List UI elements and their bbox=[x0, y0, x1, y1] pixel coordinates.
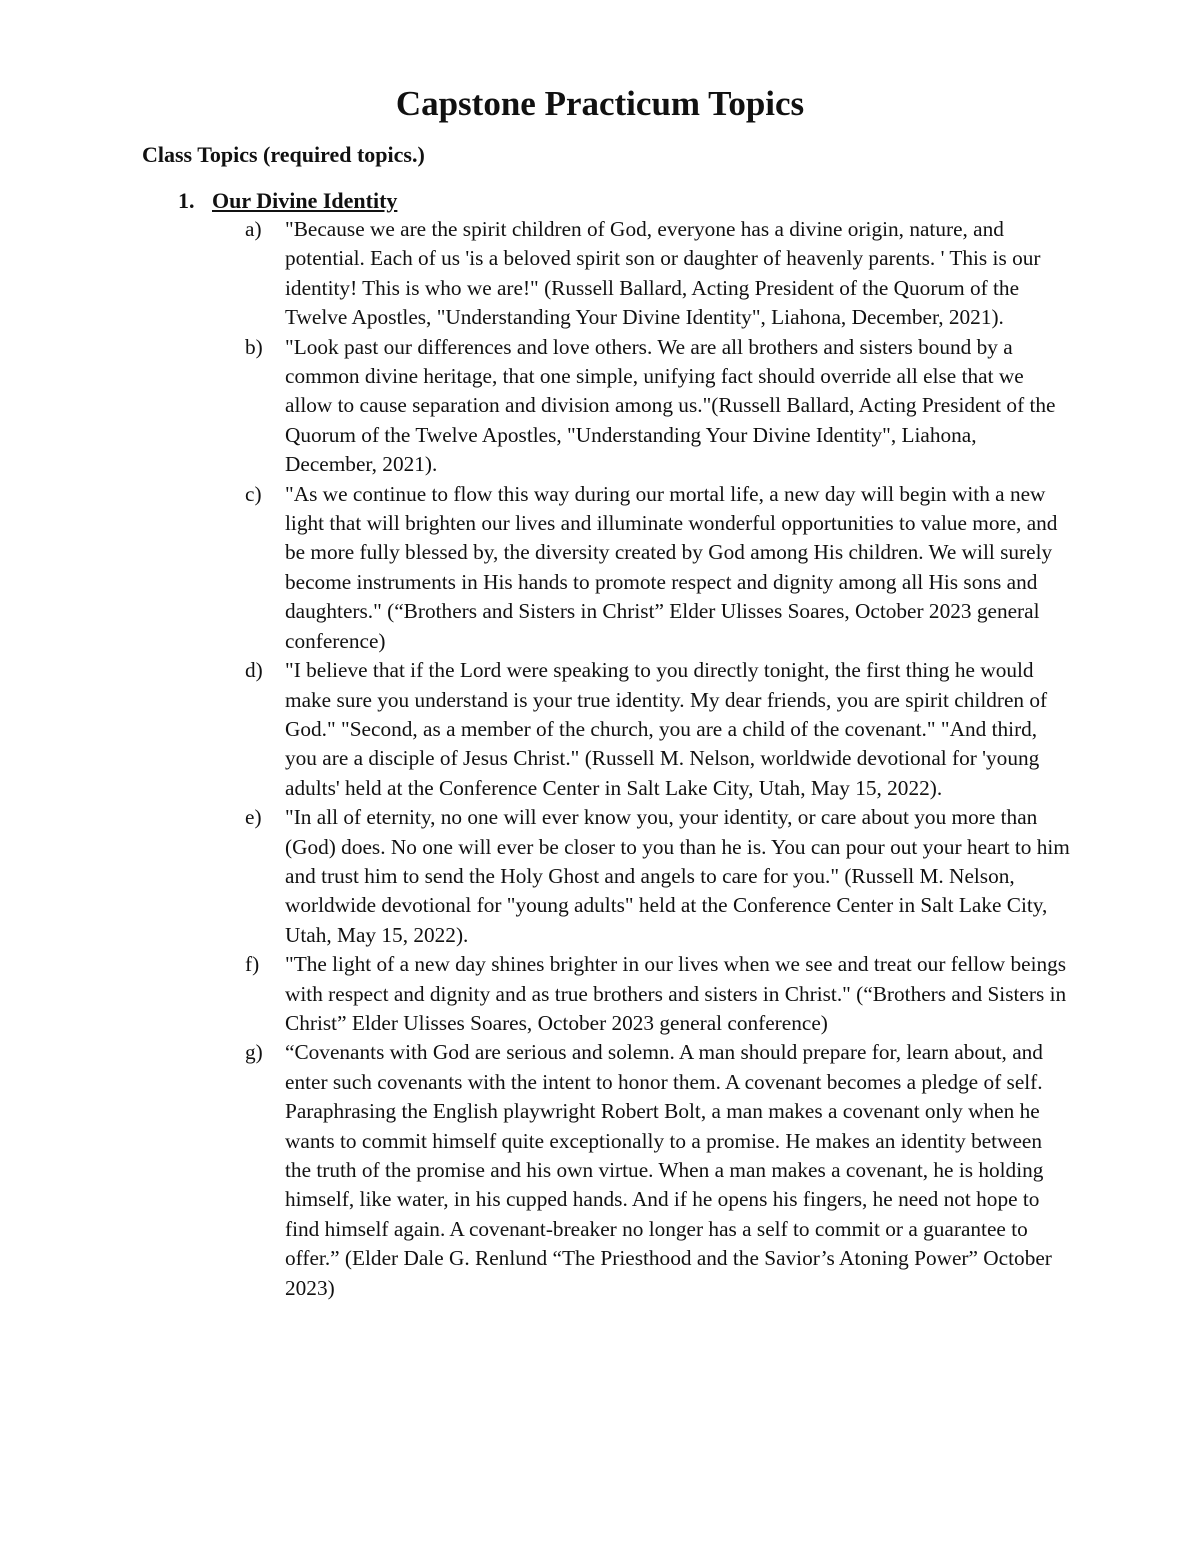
list-item-text: "Look past our differences and love others. We are all brothers and sisters bound by a common divine heritage, that one simple, unifying fact should override all else that we allow to cause separation and division among us."(Russell Ballard, Acting President of the Quorum of the Twelve Apostles, "Understanding Your Divine Identity", Liahona, December, 2021). bbox=[285, 334, 1056, 477]
list-item bbox=[245, 656, 1070, 803]
list-item-text: "Because we are the spirit children of God, everyone has a divine origin, nature, and potential. Each of us 'is a beloved spirit son or daughter of heavenly parents. ' This is our identity! This is who we are!" (Russell Ballard, Acting President of the Quorum of the Twelve Apostles, "Understanding Your Divine Identity", Liahona, December, 2021). bbox=[285, 217, 1041, 330]
list-item-text: "I believe that if the Lord were speaking to you directly tonight, the first thing he would make sure you understand is your true identity. My dear friends, you are spirit children of God." "Second, as a member of the church, you are a child of the covenant." "And third, you are a disciple of Jesus Christ." (Russell M. Nelson, worldwide devotional for 'young adults' held at the Conference Center in Salt Lake City, Utah, May 15, 2022). bbox=[285, 658, 1048, 800]
list-item-text: "In all of eternity, no one will ever know you, your identity, or care about you more than (God) does. No one will ever be closer to you than he is. You can pour out your heart to him and trust him to send the Holy Ghost and angels to care for you." (Russell M. Nelson, worldwide devotional for "young adults" held at the Conference Center in Salt Lake City, Utah, May 15, 2022). bbox=[285, 805, 1070, 947]
topic-title: Our Divine Identity bbox=[212, 188, 398, 213]
list-item bbox=[245, 1038, 1070, 1303]
list-item-letter: a) bbox=[245, 217, 262, 241]
list-item-letter: c) bbox=[245, 481, 262, 506]
list-item-text: "As we continue to flow this way during our mortal life, a new day will begin with a new light that will brighten our lives and illuminate wonderful opportunities to value more, and be more fully blessed by, the diversity created by God among His children. We will surely become instruments in His hands to promote respect and dignity among all His sons and daughters." (“Brothers and Sisters in Christ” Elder Ulisses Soares, October 2023 general conference) bbox=[285, 481, 1058, 653]
list-item bbox=[245, 215, 1070, 333]
list-item bbox=[245, 333, 1070, 480]
list-item-letter: d) bbox=[245, 658, 263, 683]
document-title: Capstone Practicum Topics bbox=[395, 84, 805, 123]
topic-number: 1. bbox=[178, 188, 195, 213]
section-heading: Class Topics (required topics.) bbox=[142, 142, 425, 167]
list-item bbox=[245, 803, 1070, 950]
list-item bbox=[245, 480, 1070, 656]
quote-list bbox=[245, 215, 1070, 1303]
list-item-text: "The light of a new day shines brighter in our lives when we see and treat our fellow beings with respect and dignity and as true brothers and sisters in Christ." (“Brothers and Sisters in Christ” Elder Ulisses Soares, October 2023 general conference) bbox=[285, 952, 1067, 1035]
topic-heading bbox=[178, 186, 397, 215]
list-item bbox=[245, 950, 1070, 1038]
list-item-letter: b) bbox=[245, 334, 263, 359]
list-item-text: “Covenants with God are serious and solemn. A man should prepare for, learn about, and enter such covenants with the intent to honor them. A covenant becomes a pledge of self. Paraphrasing the English playwright Robert Bolt, a man makes a covenant only when he wants to commit himself quite exceptionally to a promise. He makes an identity between the truth of the promise and his own virtue. When a man makes a covenant, he is holding himself, like water, in his cupped hands. And if he opens his fingers, he need not hope to find himself again. A covenant-breaker no longer has a self to commit or a guarantee to offer.” (Elder Dale G. Renlund “The Priesthood and the Savior’s Atoning Power” October 2023) bbox=[285, 1040, 1052, 1300]
list-item-letter: f) bbox=[245, 952, 260, 977]
list-item-letter: e) bbox=[245, 805, 262, 830]
list-item-letter: g) bbox=[245, 1040, 263, 1065]
